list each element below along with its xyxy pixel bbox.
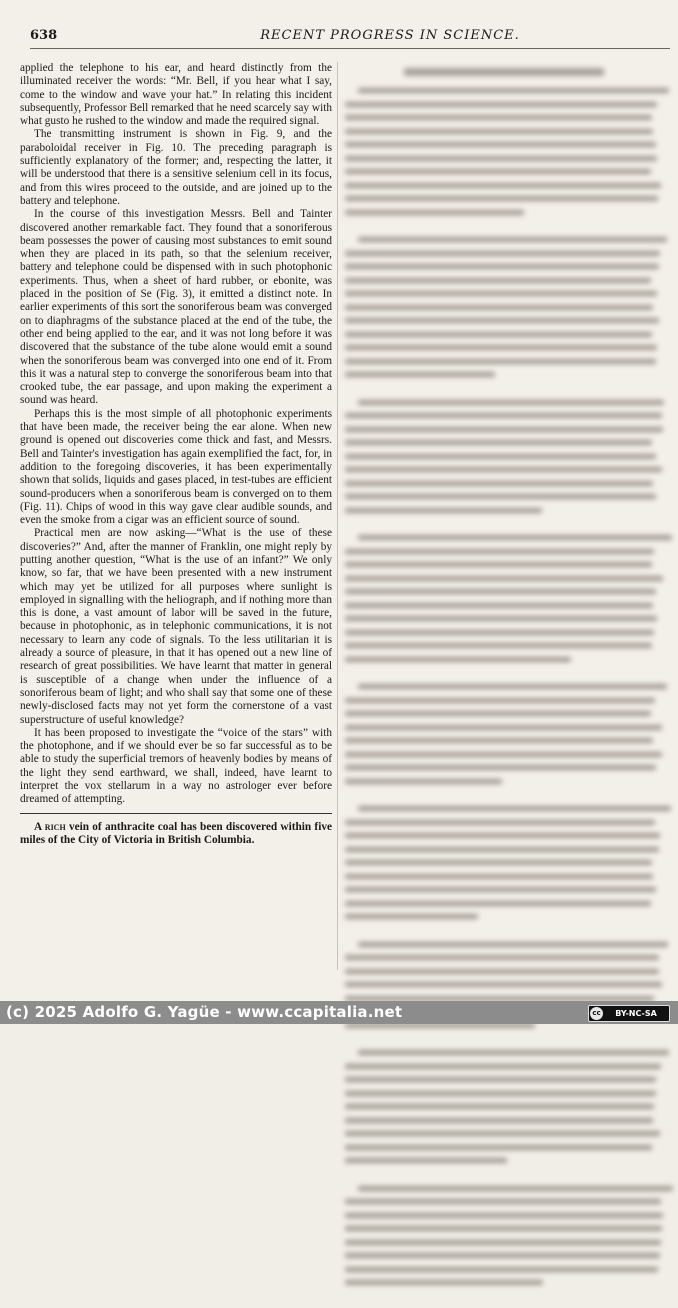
- blurred-text-line: [345, 657, 571, 662]
- blurred-text-line: [358, 806, 671, 811]
- blurred-text-line: [345, 1199, 661, 1204]
- blurred-text-line: [345, 901, 651, 906]
- blurred-text-line: [345, 847, 659, 852]
- blurred-text-line: [358, 535, 672, 540]
- blurred-text-line: [345, 969, 659, 974]
- blurred-text-line: [345, 264, 659, 269]
- blurred-text-line: [345, 1226, 662, 1231]
- column-separator: [337, 62, 338, 970]
- blurred-text-line: [358, 684, 668, 689]
- running-head: RECENT PROGRESS IN SCIENCE.: [260, 28, 520, 43]
- blurred-text-line: [345, 738, 653, 743]
- blurred-text-line: [345, 1158, 507, 1163]
- blurred-text-line: [345, 1213, 663, 1218]
- blurred-paragraph-gap: [345, 1036, 663, 1050]
- blurred-text-line: [345, 1064, 661, 1069]
- blurred-paragraph-gap: [345, 223, 663, 237]
- blurred-text-line: [345, 698, 655, 703]
- news-note-text: vein of anthracite coal has been discovered within five miles of the City of Victoria in British Columbia.: [20, 820, 332, 846]
- copyright-notice: (c) 2025 Adolfo G. Yagüe - www.ccapitalia.net: [6, 1003, 403, 1021]
- blurred-text-line: [345, 982, 662, 987]
- blurred-text-line: [345, 413, 662, 418]
- blurred-text-line: [345, 508, 542, 513]
- blurred-text-line: [345, 332, 652, 337]
- blurred-text-line: [345, 860, 652, 865]
- cc-icon: cc: [590, 1007, 603, 1020]
- paragraph: Perhaps this is the most simple of all photophonic experiments that have been made, the receiver being the ear alone. When new ground is opened out discoveries come thick and fast, and Messrs. Bell and Tainter's investigation has again exemplified the fact, for, in addition to the foregoing discoveries, it has been experimentally shown that solids, liquids and gases placed, in test-tubes are efficient sound-producers when a sonoriferous beam is converged on to them (Fig. 11). Chips of wood in this way gave clear audible sounds, and even the smoke from a cigar was an efficient source of sound.: [20, 407, 332, 527]
- blurred-text-line: [345, 1131, 660, 1136]
- news-note: [20, 821, 332, 848]
- blurred-text-line: [345, 1240, 661, 1245]
- blurred-text-line: [345, 481, 653, 486]
- blurred-text-line: [358, 237, 667, 242]
- blurred-text-line: [345, 1091, 656, 1096]
- blurred-text-line: [345, 914, 478, 919]
- paragraph: applied the telephone to his ear, and heard distinctly from the illuminated receiver the words: “Mr. Bell, if you hear what I say, come to the window and wave your hat.” In relating this incident subsequently, Professor Bell remarked that he need scarcely say with what gusto he rushed to the window and made the required signal.: [20, 62, 332, 128]
- blurred-text-line: [358, 1050, 669, 1055]
- blurred-text-line: [345, 1145, 652, 1150]
- blurred-text-line: [345, 955, 659, 960]
- blurred-paragraph-gap: [345, 386, 663, 400]
- left-column: [20, 62, 332, 847]
- paragraph: In the course of this investigation Messrs. Bell and Tainter discovered another remarkable fact. They found that a sonoriferous beam possesses the power of causing most substances to emit sound when they are placed in its path, so that the selenium receiver, battery and telephone could be dispensed with in such photophonic experiments. Thus, when a sheet of hard rubber, or ebonite, was placed in the position of Se (Fig. 3), it emitted a distinct note. In earlier experiments of this sort the sonoriferous beam was converged on to diaphragms of the substance placed at the end of the tube, the other end being applied to the ear, and it was not long before it was discovered that the substance of the tube alone would emit a sound when the sonoriferous beam was converged into one end of it. From this it was a natural step to converge the sonoriferous beam into that crooked tube, the ear passage, and upon making the experiment a sound was heard.: [20, 208, 332, 407]
- blurred-text-line: [345, 752, 662, 757]
- blurred-text-line: [345, 142, 656, 147]
- blurred-text-line: [345, 711, 651, 716]
- blurred-text-line: [345, 129, 653, 134]
- section-divider: [20, 813, 332, 814]
- blurred-text-line: [345, 278, 651, 283]
- blurred-text-line: [345, 359, 656, 364]
- header-rule: [30, 48, 670, 49]
- blurred-text-line: [345, 833, 660, 838]
- blurred-text-line: [345, 1280, 543, 1285]
- blurred-paragraph-gap: [345, 670, 663, 684]
- blurred-text-line: [345, 102, 657, 107]
- news-note-lead: A rich: [34, 820, 66, 833]
- blurred-text-line: [358, 942, 669, 947]
- blurred-text-line: [345, 630, 654, 635]
- blurred-text-line: [345, 725, 662, 730]
- blurred-text-line: [345, 183, 661, 188]
- blurred-text-line: [345, 345, 657, 350]
- blurred-paragraph-gap: [345, 521, 663, 535]
- page-header: [30, 28, 670, 50]
- blurred-text-line: [345, 251, 660, 256]
- blurred-text-line: [345, 454, 656, 459]
- cc-license-badge: [588, 1005, 670, 1022]
- license-terms: BY-NC-SA: [615, 1009, 657, 1018]
- blurred-text-line: [345, 372, 495, 377]
- blurred-text-line: [345, 210, 524, 215]
- blurred-text-line: [345, 779, 502, 784]
- blurred-text-line: [345, 169, 651, 174]
- blurred-text-line: [345, 196, 658, 201]
- blurred-text-line: [345, 874, 653, 879]
- paragraph: It has been proposed to investigate the “voice of the stars” with the photophone, and if we should ever be so far successful as to be able to study the superficial tremors of heavenly bodies by means of the light they send earthward, we shall, indeed, have learnt to interpret the vox stellarum in a way no astrologer ever before dreamed of attempting.: [20, 726, 332, 806]
- blurred-text-line: [345, 1267, 658, 1272]
- blurred-text-line: [345, 589, 656, 594]
- blurred-text-line: [345, 576, 663, 581]
- blurred-text-line: [345, 427, 663, 432]
- blurred-text-line: [345, 996, 654, 1001]
- blurred-text-line: [345, 887, 656, 892]
- blurred-paragraph-gap: [345, 928, 663, 942]
- blurred-right-column: [345, 62, 663, 1308]
- blurred-text-line: [345, 549, 654, 554]
- blurred-text-line: [345, 318, 659, 323]
- blurred-text-line: [345, 115, 652, 120]
- blurred-heading: [404, 68, 604, 76]
- blurred-text-line: [345, 820, 655, 825]
- blurred-text-line: [345, 156, 657, 161]
- blurred-text-line: [345, 291, 657, 296]
- blurred-text-line: [358, 1186, 673, 1191]
- paragraph: The transmitting instrument is shown in Fig. 9, and the paraboloidal receiver in Fig. 10. The preceding paragraph is sufficiently explanatory of the former; and, respecting the latter, it will be understood that there is a sensitive selenium cell in its focus, and from this wires proceed to the outside, and are joined up to the battery and telephone.: [20, 128, 332, 207]
- blurred-text-line: [345, 1077, 656, 1082]
- blurred-text-line: [345, 494, 656, 499]
- blurred-text-line: [345, 603, 653, 608]
- blurred-text-line: [345, 1104, 654, 1109]
- blurred-paragraph-gap: [345, 1294, 663, 1308]
- blurred-text-line: [345, 616, 657, 621]
- blurred-paragraph-gap: [345, 1172, 663, 1186]
- blurred-text-line: [345, 440, 652, 445]
- blurred-text-line: [358, 400, 664, 405]
- page-number: 638: [30, 28, 58, 43]
- blurred-text-line: [345, 643, 652, 648]
- blurred-text-line: [358, 88, 670, 93]
- blurred-paragraph-gap: [345, 792, 663, 806]
- blurred-text-line: [345, 562, 652, 567]
- blurred-text-line: [345, 1118, 653, 1123]
- blurred-text-line: [345, 467, 662, 472]
- blurred-text-line: [345, 305, 653, 310]
- watermark-footer: [0, 1001, 678, 1024]
- paragraph: Practical men are now asking—“What is the use of these discoveries?” And, after the manner of Franklin, one might reply by putting another question, “What is the use of an infant?” We only know, so far, that we have been presented with a new instrument which may yet be utilized for all purposes where sunlight is employed in signalling with the heliograph, and if nothing more than this is done, a vast amount of labor will be saved in the future, because in photophonic, as in telephonic communications, it is not necessary to learn any code of signals. To the less utilitarian it is already a source of pleasure, in that it has opened out a new line of research of great possibilities. We have learnt that matter in general is susceptible of a change when under the influence of a sonoriferous beam of light; and who shall say that some one of these newly-disclosed facts may not yet form the cornerstone of a vast superstructure of useful knowledge?: [20, 527, 332, 726]
- blurred-text-line: [345, 1253, 660, 1258]
- blurred-text-line: [345, 765, 656, 770]
